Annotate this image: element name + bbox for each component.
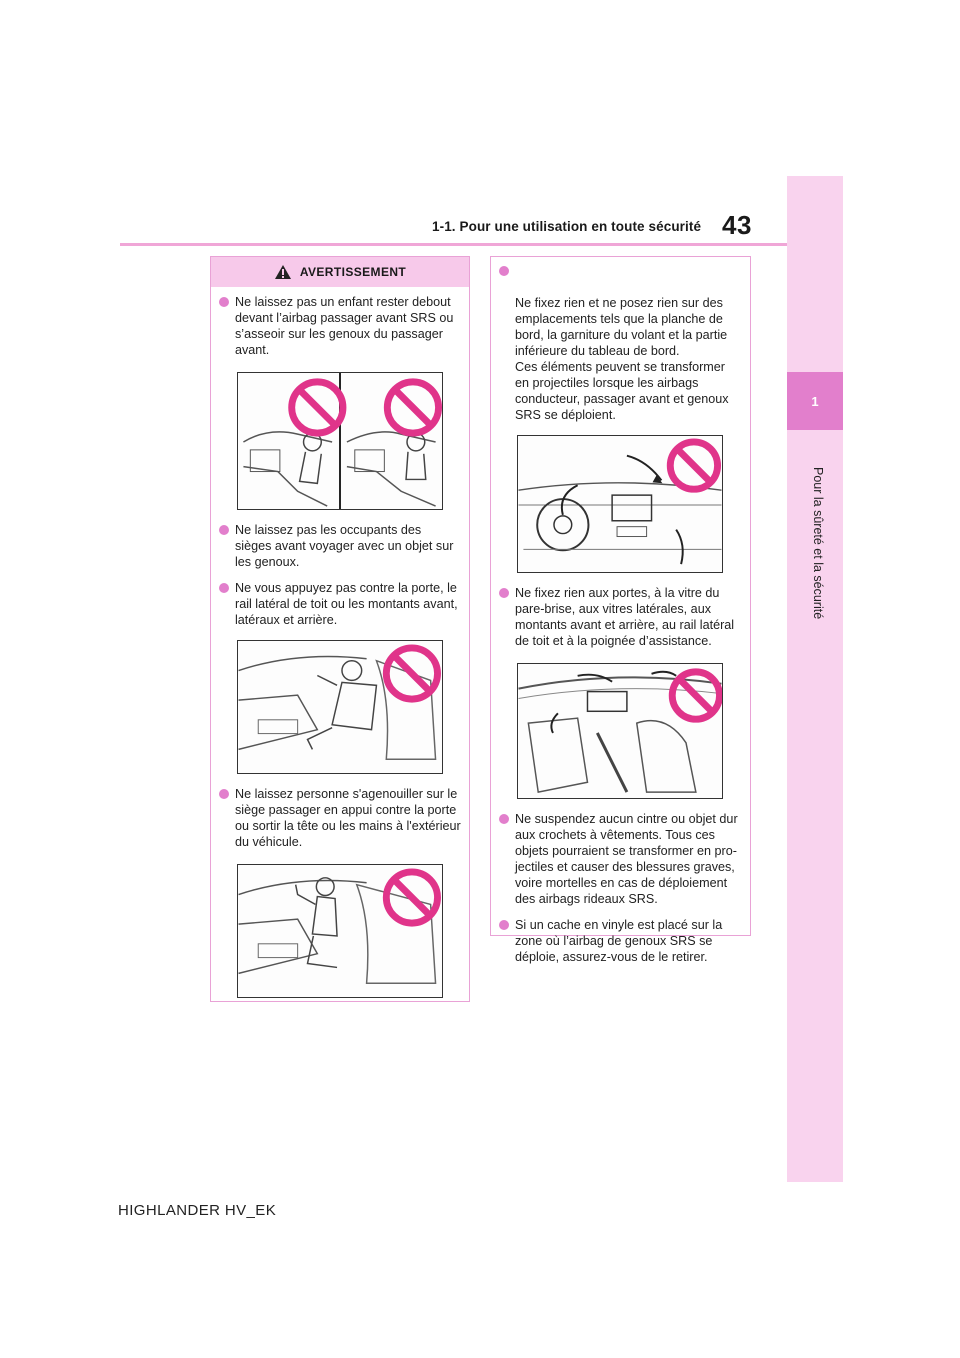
chapter-side-tab bbox=[787, 176, 843, 1182]
warning-text: Ne laissez pas les occupants des sièges avant voyager avec un objet sur les genoux. bbox=[235, 523, 454, 569]
illustration-child-standing bbox=[237, 372, 443, 510]
bullet-icon bbox=[219, 583, 229, 593]
warning-item bbox=[217, 294, 461, 358]
section-title: 1-1. Pour une utilisation en toute sécurité bbox=[432, 219, 702, 234]
illustration-drawing bbox=[238, 865, 442, 997]
illustration-kneeling-on-seat bbox=[237, 864, 443, 998]
prohibition-icon bbox=[386, 872, 437, 923]
footer-model: HIGHLANDER HV_EK bbox=[118, 1202, 277, 1219]
page-number: 43 bbox=[722, 210, 752, 240]
bullet-icon bbox=[499, 588, 509, 598]
bullet-icon bbox=[499, 266, 509, 276]
warning-text: Ne fixez rien aux portes, à la vitre du pare-brise, aux vitres latérales, aux montants avant et arrière, au rail latéral de toit et à la poignée d’assistance. bbox=[515, 586, 735, 648]
warning-text: Ne fixez rien et ne posez rien sur des emplacements tels que la planche de bord, la garniture du volant et la partie inférieure du tableau de bord. Ces éléments peuvent se transformer en projectiles lorsque les airbags conducteur, passager avant et genoux SRS se déploient. bbox=[515, 296, 729, 422]
warning-item bbox=[217, 580, 461, 628]
prohibition-icon bbox=[672, 672, 719, 719]
prohibition-icon bbox=[386, 648, 437, 699]
warning-text: Ne laissez pas un enfant rester debout devant l’airbag passager avant SRS ou s’asseoir sur les genoux du passager avant. bbox=[235, 295, 454, 357]
illustration-drawing bbox=[238, 641, 442, 773]
warning-item bbox=[217, 522, 461, 570]
illustration-drawing bbox=[518, 664, 722, 798]
warning-item bbox=[497, 585, 742, 649]
bullet-icon bbox=[219, 525, 229, 535]
prohibition-icon bbox=[292, 382, 343, 433]
warning-text: Ne suspendez aucun cintre ou objet dur aux crochets à vêtements. Tous ces objets pourraient se transformer en pro-jectiles et causer des blessures graves, voire mortelles en cas de déploiement des airbags rideaux SRS. bbox=[515, 812, 738, 906]
warning-heading: AVERTISSEMENT bbox=[299, 265, 407, 279]
illustration-interior-objects bbox=[517, 663, 723, 799]
bullet-icon bbox=[499, 920, 509, 930]
chapter-title-vertical: Pour la sûreté et la sécurité bbox=[811, 467, 825, 620]
illustration-drawing bbox=[238, 373, 442, 509]
warning-item bbox=[497, 811, 742, 907]
warning-text: Ne vous appuyez pas contre la porte, le rail latéral de toit ou les montants avant, latéraux et arrière. bbox=[235, 581, 458, 627]
warning-text: Si un cache en vinyle est placé sur la zone où l’airbag de genoux SRS se déploie, assurez-vous de le retirer. bbox=[515, 918, 723, 964]
warning-triangle-icon bbox=[274, 264, 292, 280]
warning-item bbox=[497, 263, 742, 423]
prohibition-icon bbox=[670, 442, 717, 489]
header-rule bbox=[120, 243, 787, 246]
warning-text: Ne laissez personne s'agenouiller sur le siège passager en appui contre la porte ou sortir la tête ou les mains à l'extérieur du véhicule. bbox=[235, 787, 461, 849]
warning-box-right bbox=[490, 256, 751, 964]
warning-header bbox=[211, 257, 469, 287]
warning-box-left bbox=[210, 256, 470, 1002]
warning-item bbox=[497, 917, 742, 965]
bullet-icon bbox=[219, 297, 229, 307]
bullet-icon bbox=[219, 789, 229, 799]
illustration-leaning-on-door bbox=[237, 640, 443, 774]
chapter-number-tab[interactable]: 1 bbox=[787, 372, 843, 430]
bullet-icon bbox=[499, 814, 509, 824]
warning-item bbox=[217, 786, 461, 850]
illustration-drawing bbox=[518, 436, 722, 572]
prohibition-icon bbox=[387, 382, 438, 433]
illustration-dashboard-objects bbox=[517, 435, 723, 573]
